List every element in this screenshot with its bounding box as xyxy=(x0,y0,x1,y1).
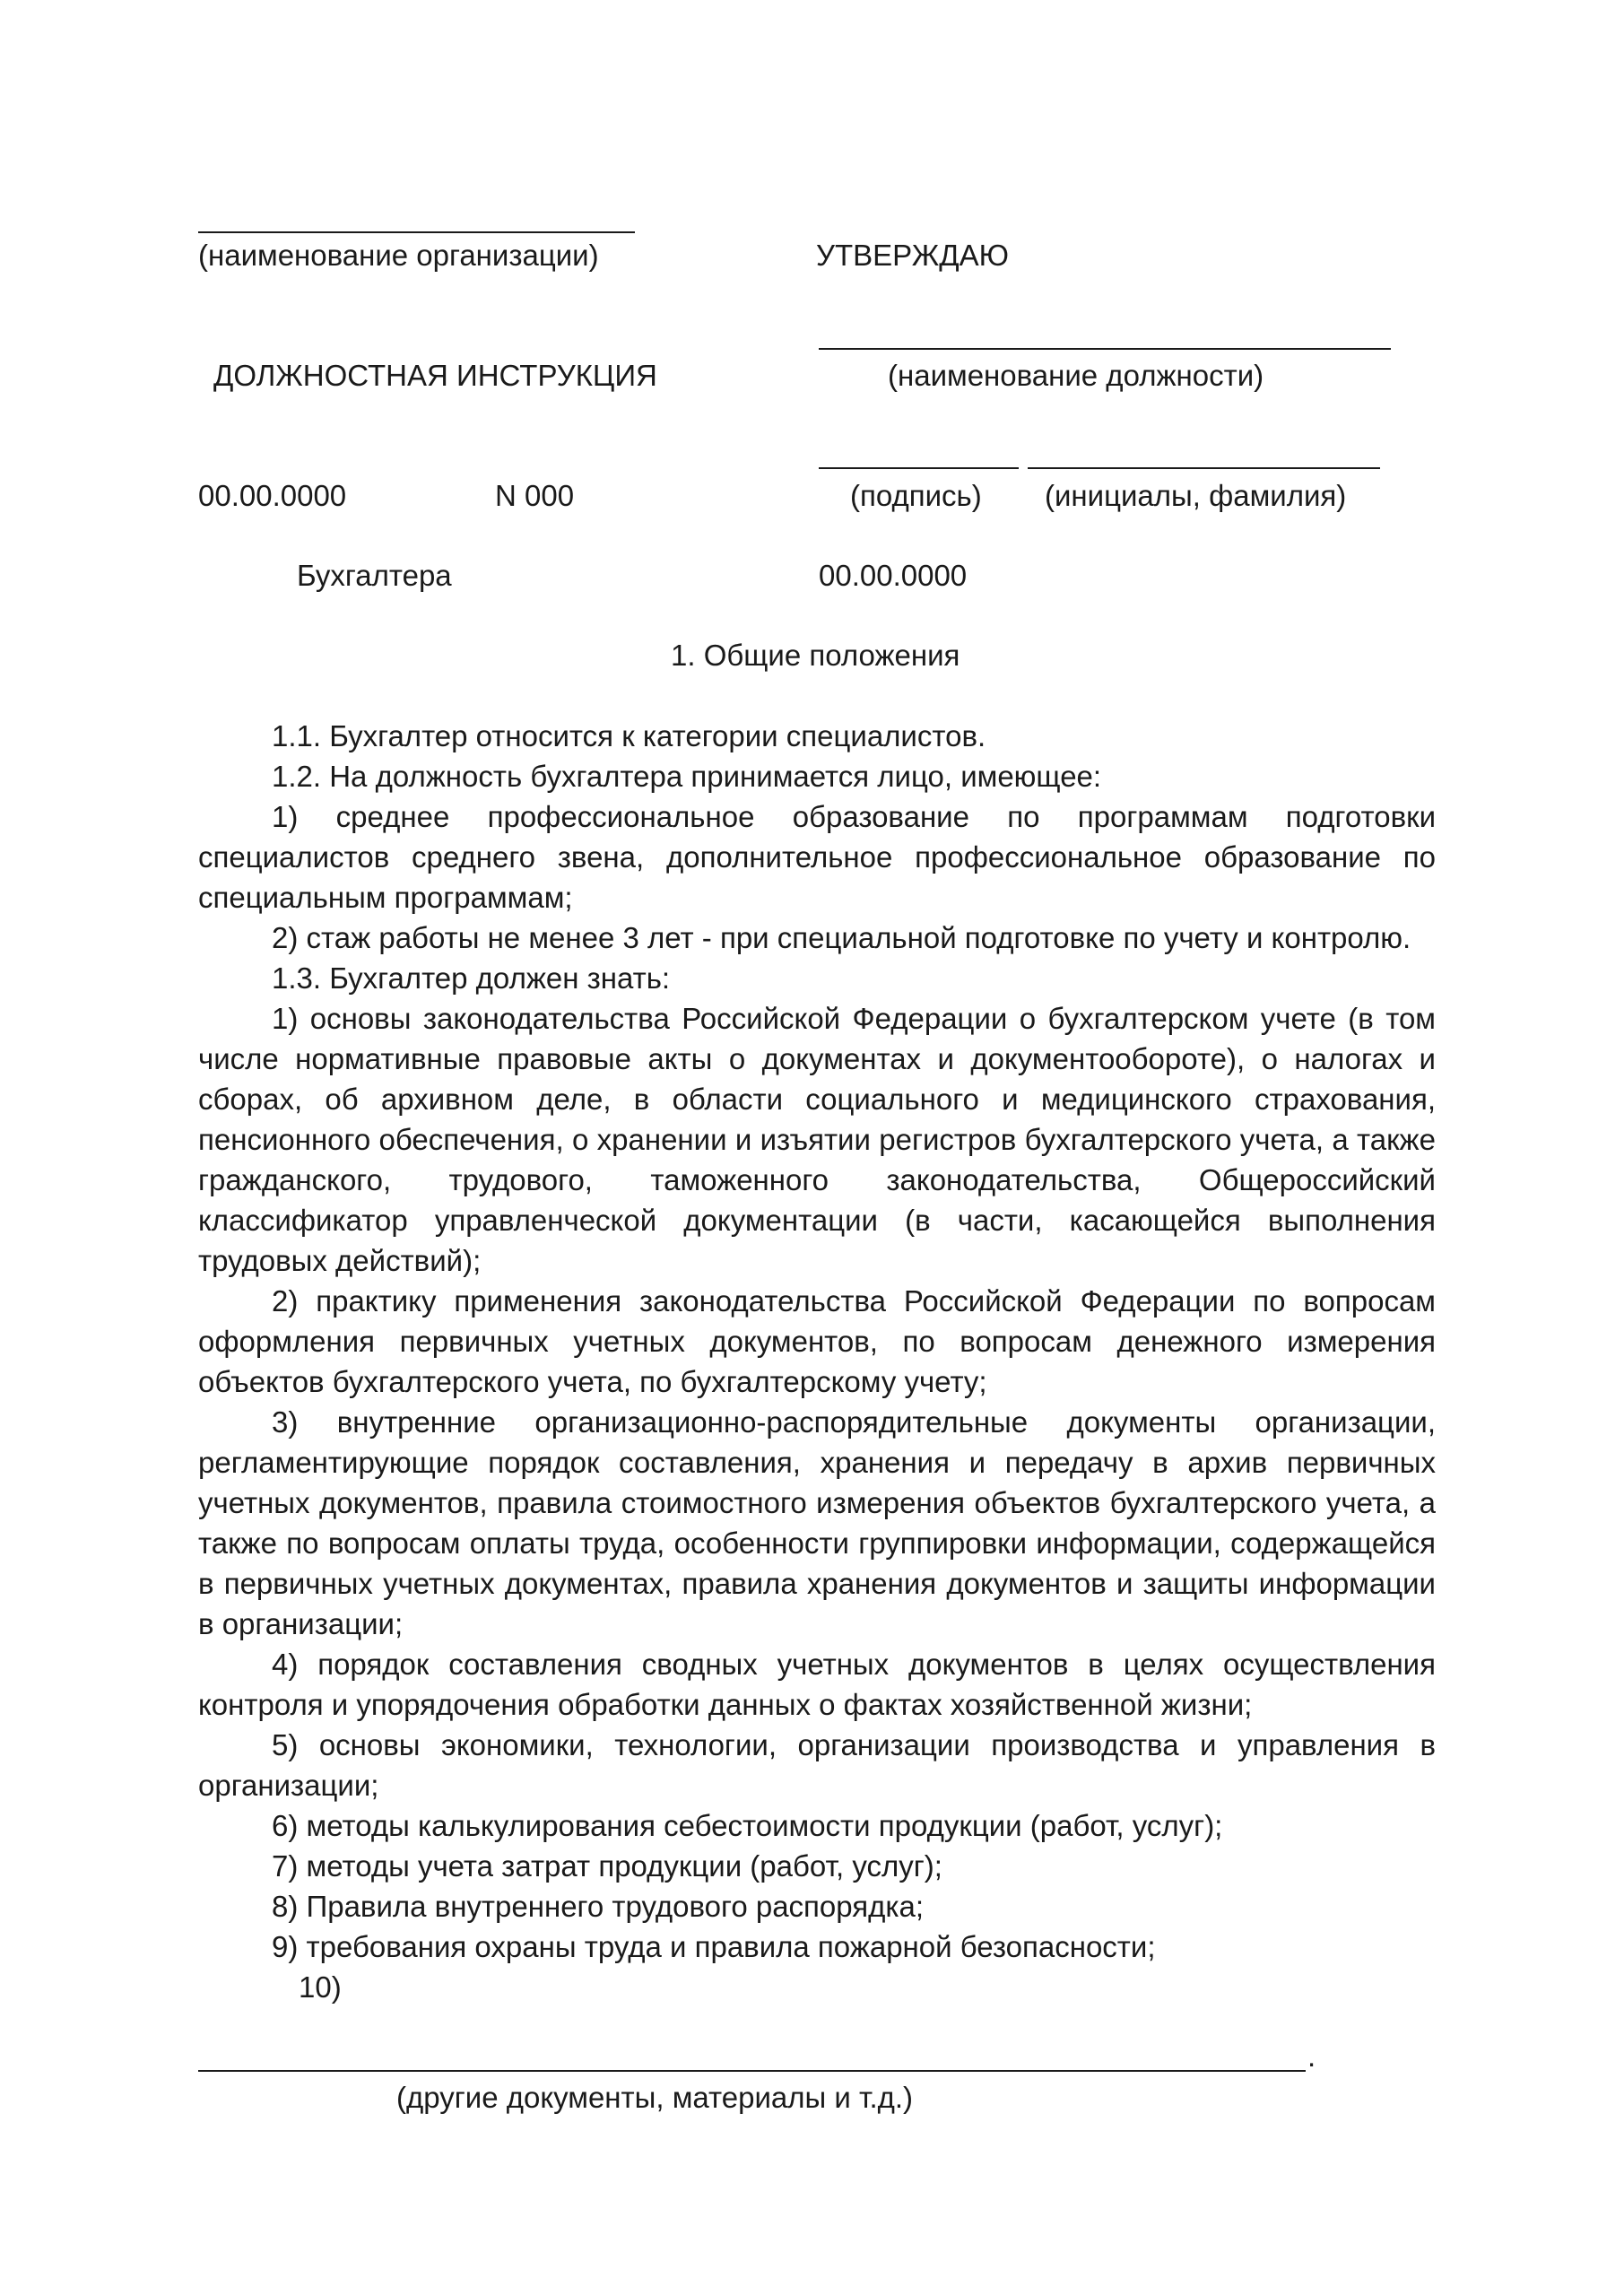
doc-title: ДОЛЖНОСТНАЯ ИНСТРУКЦИЯ xyxy=(213,359,657,392)
approve-date: 00.00.0000 xyxy=(819,559,968,592)
org-name-caption: (наименование организации) xyxy=(198,239,599,272)
list-item-summary-docs: 4) порядок составления сводных учетных документов в целях осуществления контроля и упорядочения обработки данных о фактах хозяйственной жизни; xyxy=(198,1648,1436,1721)
list-item-safety: 9) требования охраны труда и правила пожарной безопасности; xyxy=(272,1930,1156,1963)
section-title: 1. Общие положения xyxy=(671,639,960,672)
list-item-practice: 2) практику применения законодательства Российской Федерации по вопросам оформления первичных учетных документов, по вопросам денежного измерения объектов бухгалтерского учета, по бухгалтерскому учету; xyxy=(198,1284,1436,1398)
list-item-costing: 6) методы калькулирования себестоимости продукции (работ, услуг); xyxy=(272,1809,1223,1842)
list-item-10: 10) xyxy=(299,1970,342,2004)
line-end-period: . xyxy=(1307,2039,1316,2073)
paragraph-1-3: 1.3. Бухгалтер должен знать: xyxy=(272,961,671,995)
list-item-economics: 5) основы экономики, технологии, организации производства и управления в организации; xyxy=(198,1728,1436,1802)
paragraph-1-1: 1.1. Бухгалтер относится к категории специалистов. xyxy=(272,719,986,752)
other-docs-caption: (другие документы, материалы и т.д.) xyxy=(396,2081,914,2114)
org-name-line xyxy=(198,231,635,233)
initials-caption: (инициалы, фамилия) xyxy=(1045,479,1347,512)
doc-date: 00.00.0000 xyxy=(198,479,347,512)
list-item-education: 1) среднее профессиональное образование по программам подготовки специалистов среднего звена, дополнительное профессиональное образование по специальным программам; xyxy=(198,800,1436,914)
signature-caption: (подпись) xyxy=(850,479,982,512)
list-item-internal-docs: 3) внутренние организационно-распорядительные документы организации, регламентирующие порядок составления, хранения и передачу в архив первичных учетных документов, правила стоимостного измерения объектов бухгалтерского учета, а также по вопросам оплаты труда, особенности группировки информации, содержащейся в первичных учетных документах, правила хранения документов и защиты информации в организации; xyxy=(198,1405,1436,1640)
paragraph-1-2: 1.2. На должность бухгалтера принимается лицо, имеющее: xyxy=(272,760,1102,793)
list-item-labor-rules: 8) Правила внутреннего трудового распорядка; xyxy=(272,1890,925,1923)
position-name-line xyxy=(819,348,1391,350)
approve-heading: УТВЕРЖДАЮ xyxy=(816,239,1009,272)
list-item-legislation: 1) основы законодательства Российской Федерации о бухгалтерском учете (в том числе нормативные правовые акты о документах и документообороте), о налогах и сборах, об архивном деле, в области социального и медицинского страхования, пенсионного обеспечения, о хранении и изъятии регистров бухгалтерского учета, а также гражданского, трудового, таможенного законодательства, Общероссийский классификатор управленческой документации (в части, касающейся выполнения трудовых действий); xyxy=(198,1002,1436,1277)
list-item-experience: 2) стаж работы не менее 3 лет - при специальной подготовке по учету и контролю. xyxy=(272,921,1411,954)
job-title: Бухгалтера xyxy=(297,559,452,592)
position-name-caption: (наименование должности) xyxy=(888,359,1264,392)
doc-number: N 000 xyxy=(495,479,575,512)
other-docs-line xyxy=(198,2070,1306,2072)
section-body xyxy=(198,716,1436,2007)
list-item-cost-accounting: 7) методы учета затрат продукции (работ, услуг); xyxy=(272,1849,942,1883)
initials-line xyxy=(1028,467,1380,469)
signature-line xyxy=(819,467,1019,469)
